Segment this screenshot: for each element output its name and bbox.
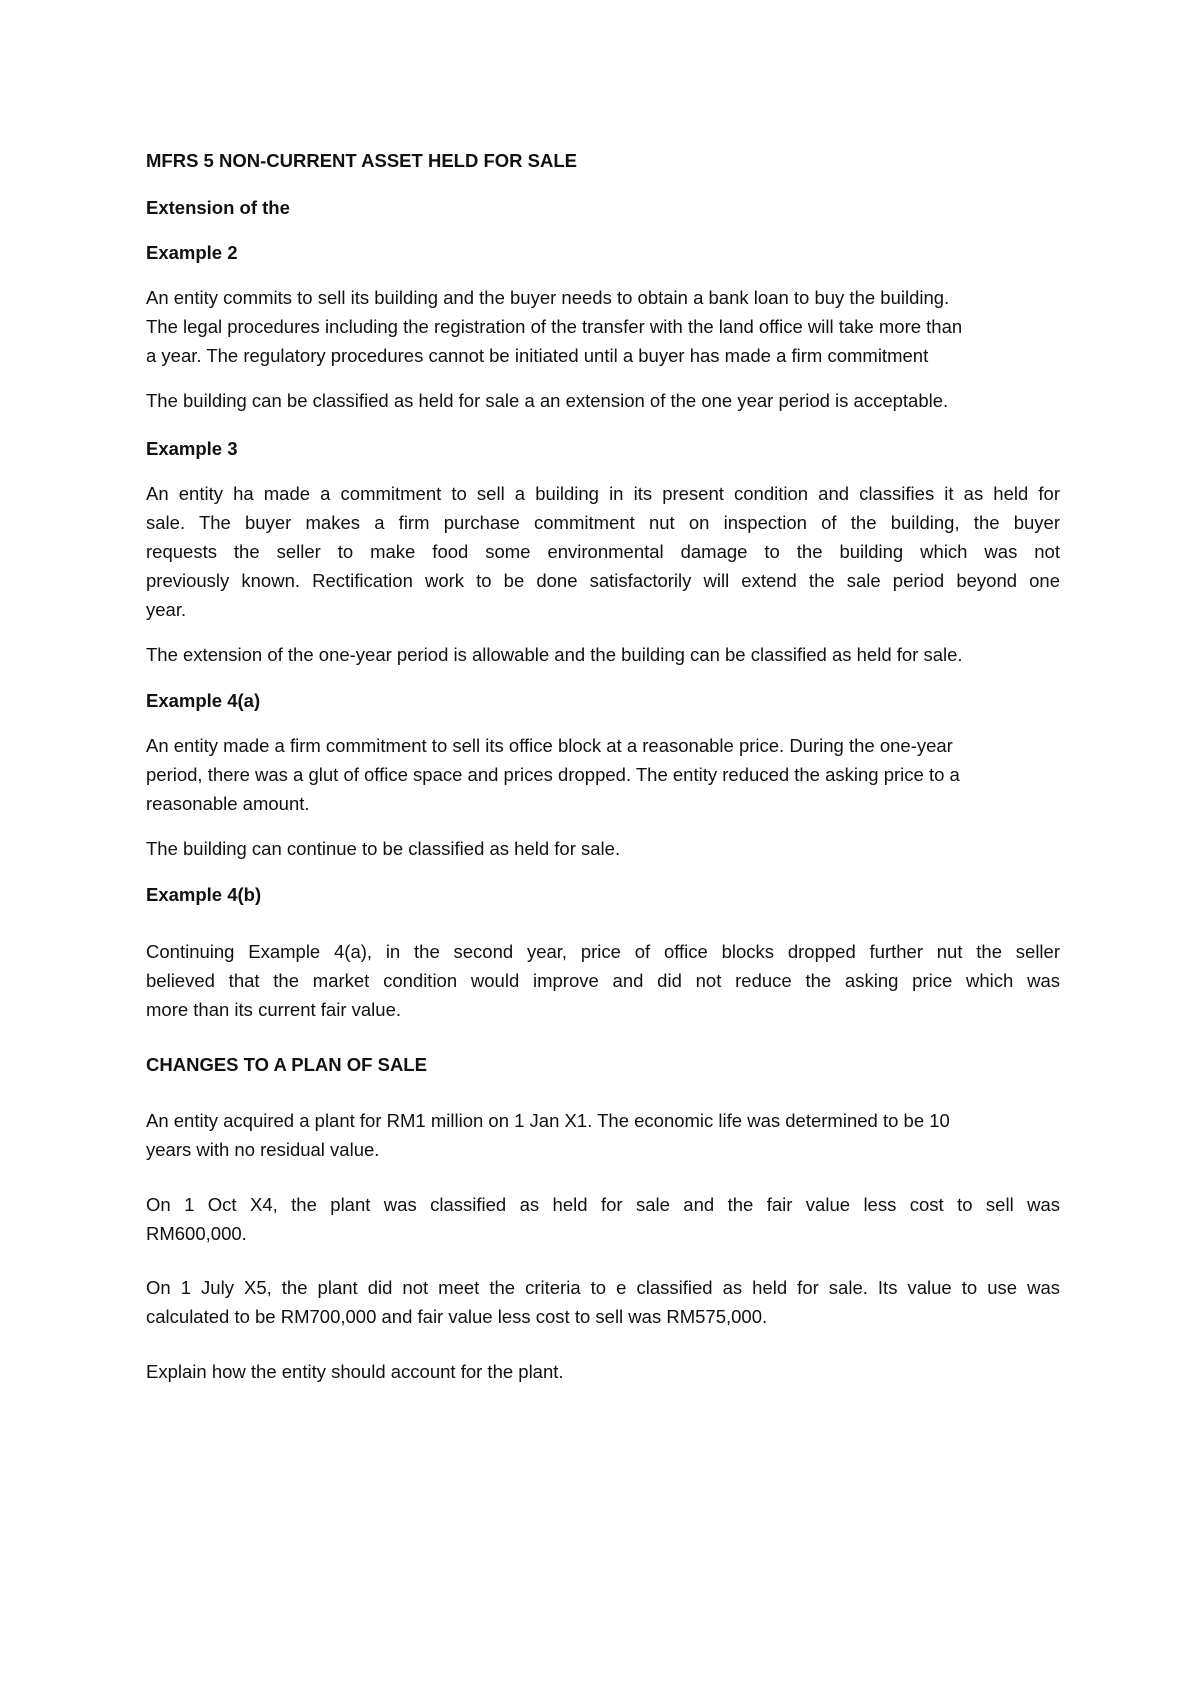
example-2-heading: Example 2 [146, 242, 238, 263]
changes-paragraph-line: On 1 Oct X4, the plant was classified as held for sale and the fair value less cost to sell was [146, 1194, 1060, 1215]
example-4a-line: reasonable amount. [146, 793, 310, 814]
example-4b-line: believed that the market condition would improve and did not reduce the asking price which was [146, 970, 1060, 991]
example-3-line: An entity ha made a commitment to sell a building in its present condition and classifies it as held for [146, 483, 1060, 504]
example-3-line: requests the seller to make food some environmental damage to the building which was not [146, 541, 1060, 562]
example-2-line: The legal procedures including the registration of the transfer with the land office will take more than [146, 316, 963, 337]
changes-paragraph-line: calculated to be RM700,000 and fair value less cost to sell was RM575,000. [146, 1306, 768, 1327]
changes-paragraph-line: RM600,000. [146, 1223, 247, 1244]
example-4a-line: An entity made a firm commitment to sell its office block at a reasonable price. During the one-year [146, 735, 953, 756]
changes-heading: CHANGES TO A PLAN OF SALE [146, 1054, 427, 1075]
example-3-line: sale. The buyer makes a firm purchase commitment nut on inspection of the building, the buyer [146, 512, 1060, 533]
section-subtitle: Extension of the [146, 197, 290, 218]
example-4a-heading: Example 4(a) [146, 690, 261, 711]
changes-question: Explain how the entity should account for the plant. [146, 1361, 564, 1382]
example-4a-line: period, there was a glut of office space and prices dropped. The entity reduced the asking price to a [146, 764, 960, 785]
example-2-line: An entity commits to sell its building and the buyer needs to obtain a bank loan to buy the building. [146, 287, 950, 308]
example-3-line: year. [146, 599, 187, 620]
example-4b-heading: Example 4(b) [146, 884, 262, 905]
example-4b-line: Continuing Example 4(a), in the second year, price of office blocks dropped further nut the seller [146, 941, 1060, 962]
example-3-conclusion: The extension of the one-year period is allowable and the building can be classified as held for sale. [146, 644, 963, 665]
example-4a-conclusion: The building can continue to be classified as held for sale. [146, 838, 621, 859]
example-2-conclusion: The building can be classified as held for sale a an extension of the one year period is acceptable. [146, 390, 949, 411]
example-2-line: a year. The regulatory procedures cannot be initiated until a buyer has made a firm commitment [146, 345, 929, 366]
example-3-line: previously known. Rectification work to be done satisfactorily will extend the sale period beyond one [146, 570, 1060, 591]
changes-paragraph-line: An entity acquired a plant for RM1 million on 1 Jan X1. The economic life was determined to be 10 [146, 1110, 950, 1131]
example-3-heading: Example 3 [146, 438, 238, 459]
document-title: MFRS 5 NON-CURRENT ASSET HELD FOR SALE [146, 150, 577, 171]
changes-paragraph-line: years with no residual value. [146, 1139, 380, 1160]
example-4b-line: more than its current fair value. [146, 999, 401, 1020]
changes-paragraph-line: On 1 July X5, the plant did not meet the criteria to e classified as held for sale. Its value to use was [146, 1277, 1060, 1298]
